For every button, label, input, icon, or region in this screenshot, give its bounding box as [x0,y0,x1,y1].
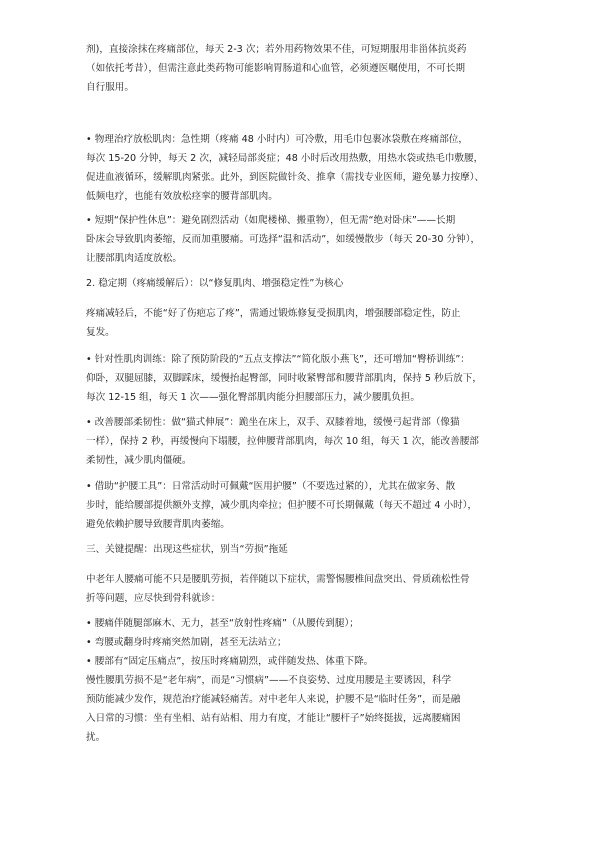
text-line: 每次 15-20 分钟，每天 2 次，减轻局部炎症；48 小时后改用热敷，用热水袋或热毛巾敷腰， [86,153,484,164]
text-line: 让腰部肌肉适度放松。 [86,253,182,264]
cat-stretch-bullet [86,413,512,470]
text-line: 避免依赖护腰导致腰背肌肉萎缩。 [86,519,230,530]
text-line: 卧床会导致肌肉萎缩，反而加重腰痛。可选择“温和活动”，如缓慢散步（每天 20-30 分钟）， [86,234,481,245]
text-line: • 借助“护腰工具”：日常活动时可佩戴“医用护腰”（不要选过紧的），尤其在做家务、散 [86,481,456,492]
text-line: 扰。 [86,732,106,743]
symptom-list [86,614,512,671]
text-line: 折等问题，应尽快到骨科就诊： [86,593,221,604]
list-item: • 弯腰或翻身时疼痛突然加剧，甚至无法站立； [86,637,287,648]
section-heading-stable [86,274,512,293]
text-line: （如依托考昔），但需注意此类药物可能影响胃肠道和心血管，必须遵医嘱使用，不可长期 [86,63,465,74]
list-item: • 腰痛伴随腿部麻木、无力，甚至“放射性疼痛”（从腰传到腿）； [86,618,359,629]
text-line: 每次 12-15 组，每天 1 次——强化臀部肌肉能分担腰部压力，减少腰肌负担。 [86,392,420,403]
text-line: 复发。 [86,327,115,338]
heading-text: 2. 稳定期（疼痛缓解后）：以“修复肌肉、增强稳定性”为核心 [86,278,344,289]
training-bullet [86,350,512,407]
stable-paragraph [86,304,512,342]
heading-text: 三、关键提醒：出现这些症状，别当“劳损”拖延 [86,544,288,555]
waist-belt-bullet [86,477,512,534]
text-line: 中老年人腰痛可能不只是腰肌劳损，若伴随以下症状，需警惕腰椎间盘突出、骨质疏松性骨 [86,574,470,585]
section-heading-alert [86,540,512,559]
text-line: 步时，能给腰部提供额外支撑，减少肌肉牵拉；但护腰不可长期佩戴（每天不超过 4 小时）， [86,500,478,511]
alert-paragraph [86,570,512,608]
text-line: 慢性腰肌劳损不是“老年病”，而是“习惯病”——不良姿势、过度用腰是主要诱因，科学 [86,675,452,686]
text-line: 预防能减少发作，规范治疗能减轻痛苦。对中老年人来说，护腰不是“临时任务”，而是融 [86,694,461,705]
text-line: 疼痛减轻后，不能“好了伤疤忘了疼”，需通过锻炼修复受损肌肉，增强腰部稳定性，防止 [86,308,461,319]
list-item: • 腰部有“固定压痛点”，按压时疼痛剧烈，或伴随发热、体重下降。 [86,656,374,667]
text-line: 促进血液循环，缓解肌肉紧张。此外，到医院做针灸、推拿（需找专业医师，避免暴力按摩）、 [86,172,485,183]
text-line: • 针对性肌肉训练：除了预防阶段的“五点支撑法”“简化版小燕飞”，还可增加“臀桥训练”： [86,354,470,365]
text-line: 低频电疗，也能有效放松痉挛的腰背部肌肉。 [86,191,278,202]
text-line: • 改善腰部柔韧性：做“猫式伸展”：跪坐在床上，双手、双膝着地，缓慢弓起背部（像猫 [86,417,460,428]
text-line: • 物理治疗放松肌肉：急性期（疼痛 48 小时内）可冷敷，用毛巾包裹冰袋敷在疼痛部位， [86,134,468,145]
intro-paragraph [86,40,512,97]
physio-bullet [86,130,512,206]
text-line: 剂)，直接涂抹在疼痛部位，每天 2-3 次；若外用药物效果不佳，可短期服用非甾体抗炎药 [86,44,467,55]
closing-paragraph [86,671,512,747]
text-line: 自行服用。 [86,82,134,93]
text-line: 柔韧性，减少肌肉僵硬。 [86,455,192,466]
text-line: 入日常的习惯：坐有坐相、站有站相、用力有度，才能让“腰杆子”始终挺拔，远离腰痛困 [86,713,461,724]
text-line: • 短期“保护性休息”：避免剧烈活动（如爬楼梯、搬重物），但无需“绝对卧床”——长期 [86,215,456,226]
rest-bullet [86,211,512,268]
text-line: 一样），保持 2 秒，再缓慢向下塌腰，拉伸腰背部肌肉，每次 10 组，每天 1 次，能改善腰部 [86,436,479,447]
text-line: 仰卧，双腿屈膝，双脚踩床，缓慢抬起臀部，同时收紧臀部和腰背部肌肉，保持 5 秒后放下， [86,373,482,384]
